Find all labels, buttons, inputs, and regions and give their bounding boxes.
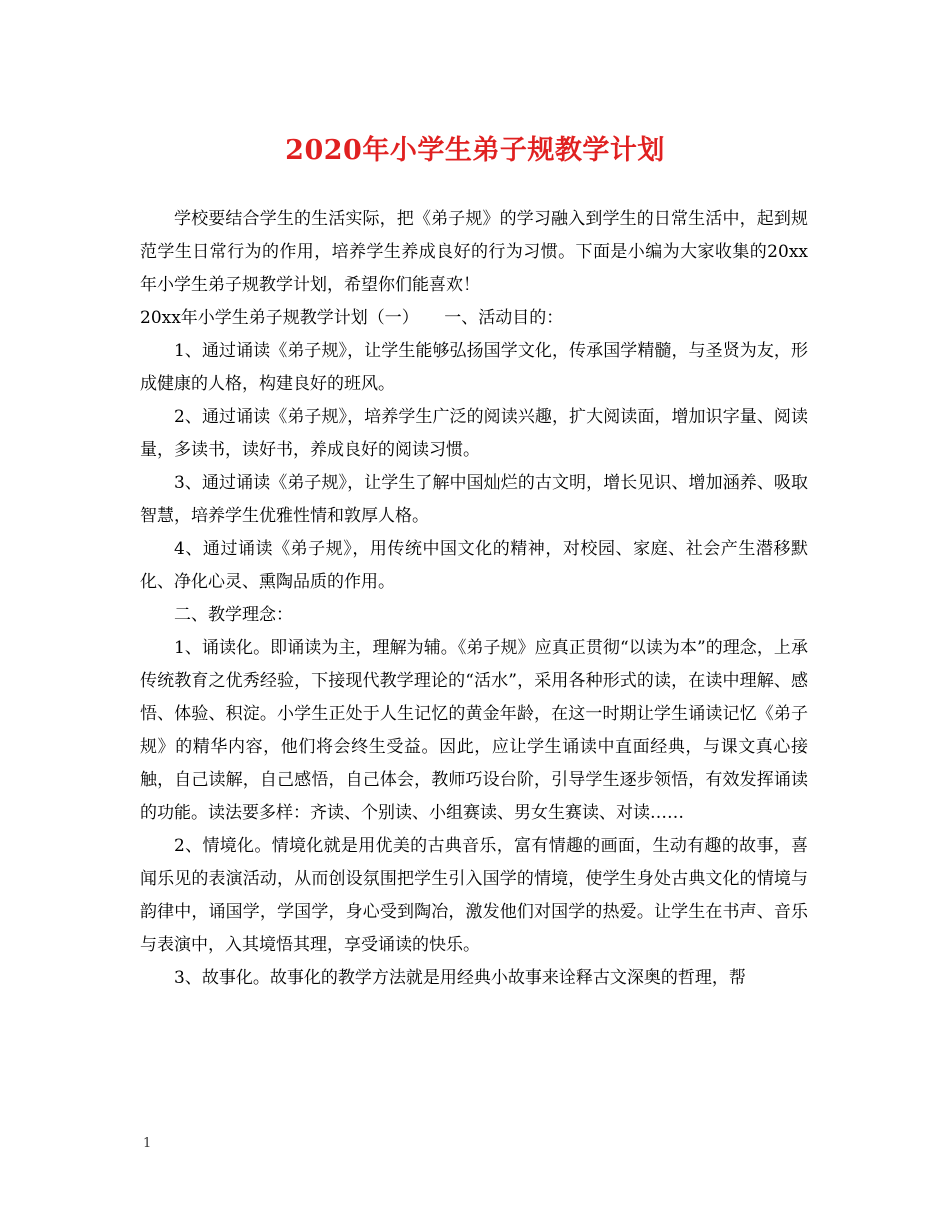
concept-paragraph-1: 1、诵读化。即诵读为主，理解为辅。《弟子规》应真正贯彻“以读为本”的理念，上承传统教育之优秀经验，下接现代教学理论的“活水”，采用各种形式的读，在读中理解、感悟、体验、积淀。小学生正处于人生记忆的黄金年龄，在这一时期让学生诵读记忆《弟子规》的精华内容，他们将会终生受益。因此，应让学生诵读中直面经典，与课文真心接触，自己读解，自己感悟，自己体会，教师巧设台阶，引导学生逐步领悟，有效发挥诵读的功能。读法要多样：齐读、个别读、小组赛读、男女生赛读、对读…… xyxy=(140,638,808,823)
goal-paragraph-4: 4、通过诵读《弟子规》，用传统中国文化的精神，对校园、家庭、社会产生潜移默化、净化心灵、熏陶品质的作用。 xyxy=(140,539,808,592)
intro-paragraph: 学校要结合学生的生活实际，把《弟子规》的学习融入到学生的日常生活中，起到规范学生日常行为的作用，培养学生养成良好的行为习惯。下面是小编为大家收集的20xx年小学生弟子规教学计划，希望你们能喜欢！ xyxy=(140,209,808,295)
goal-paragraph-1: 1、通过诵读《弟子规》，让学生能够弘扬国学文化，传承国学精髓，与圣贤为友，形成健康的人格，构建良好的班风。 xyxy=(140,341,808,394)
goal-paragraph-2: 2、通过诵读《弟子规》，培养学生广泛的阅读兴趣，扩大阅读面，增加识字量、阅读量，多读书，读好书，养成良好的阅读习惯。 xyxy=(140,407,808,460)
document-title: 2020年小学生弟子规教学计划 xyxy=(285,135,665,166)
concept-paragraph-3: 3、故事化。故事化的教学方法就是用经典小故事来诠释古文深奥的哲理，帮 xyxy=(174,968,746,988)
concept-paragraph-2: 2、情境化。情境化就是用优美的古典音乐，富有情趣的画面，生动有趣的故事，喜闻乐见的表演活动，从而创设氛围把学生引入国学的情境，使学生身处古典文化的情境与韵律中，诵国学，学国学，身心受到陶冶，激发他们对国学的热爱。让学生在书声、音乐与表演中，入其境悟其理，享受诵读的快乐。 xyxy=(140,836,808,955)
goal-paragraph-3: 3、通过诵读《弟子规》，让学生了解中国灿烂的古文明，增长见识、增加涵养、吸取智慧，培养学生优雅性情和敦厚人格。 xyxy=(140,473,808,526)
section-heading-plan-one: 20xx年小学生弟子规教学计划（一） 一、活动目的： xyxy=(140,308,564,328)
section-heading-teaching-concept: 二、教学理念： xyxy=(174,605,293,625)
document-body xyxy=(140,203,808,995)
page-number: 1 xyxy=(143,1136,152,1151)
